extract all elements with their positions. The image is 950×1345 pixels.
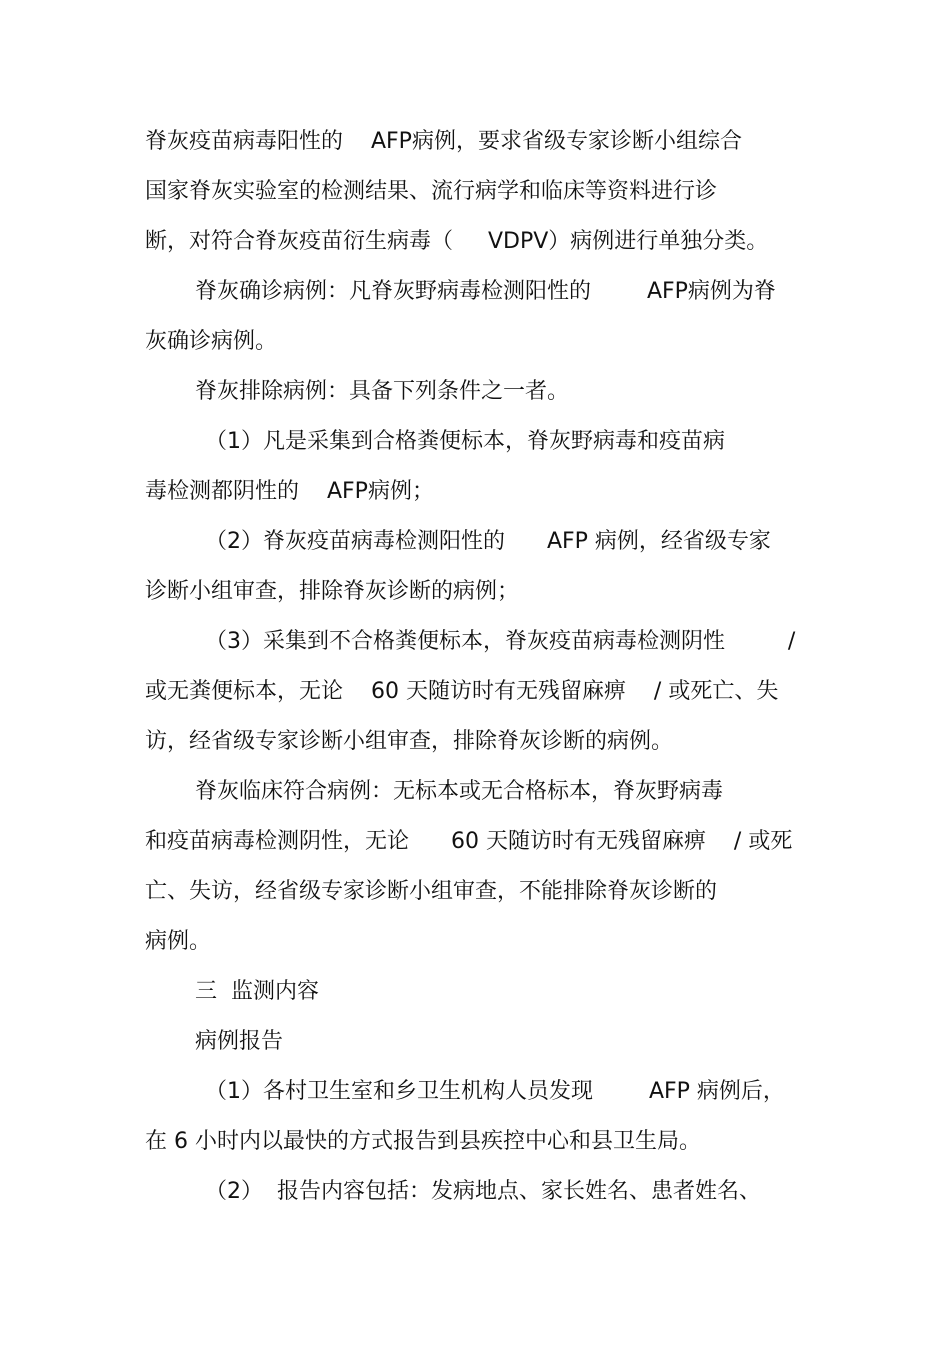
subheading: 病例报告	[195, 1029, 284, 1054]
text-line-22: （2） 报告内容包括：发病地点、家长姓名、患者姓名、	[205, 1179, 761, 1204]
text-line-16: 亡、失访，经省级专家诊断小组审查，不能排除脊灰诊断的	[145, 879, 718, 904]
text-line-21: 在 6 小时内以最快的方式报告到县疾控中心和县卫生局。	[145, 1129, 701, 1154]
text-line-10: 诊断小组审查，排除脊灰诊断的病例；	[145, 579, 520, 604]
text-line-11: （3）采集到不合格粪便标本，脊灰疫苗病毒检测阴性 /	[205, 629, 796, 654]
text-line-2: 国家脊灰实验室的检测结果、流行病学和临床等资料进行诊	[145, 179, 718, 204]
text-line-12: 或无粪便标本，无论 60 天随访时有无残留麻痹 / 或死亡、失	[145, 679, 779, 704]
text-line-20: （1）各村卫生室和乡卫生机构人员发现 AFP 病例后，	[205, 1079, 785, 1104]
text-line-13: 访，经省级专家诊断小组审查，排除脊灰诊断的病例。	[145, 729, 674, 754]
text-line-9: （2）脊灰疫苗病毒检测阳性的 AFP 病例，经省级专家	[205, 529, 771, 554]
text-line-1: 脊灰疫苗病毒阳性的 AFP病例，要求省级专家诊断小组综合	[145, 129, 742, 154]
text-line-3: 断，对符合脊灰疫苗衍生病毒（ VDPV）病例进行单独分类。	[145, 229, 769, 254]
text-line-7: （1）凡是采集到合格粪便标本，脊灰野病毒和疫苗病	[205, 429, 725, 454]
text-line-14: 脊灰临床符合病例：无标本或无合格标本，脊灰野病毒	[195, 779, 724, 804]
text-line-4: 脊灰确诊病例：凡脊灰野病毒检测阳性的 AFP病例为脊	[195, 279, 776, 304]
text-line-17: 病例。	[145, 929, 212, 954]
text-line-5: 灰确诊病例。	[145, 329, 278, 354]
text-line-6: 脊灰排除病例：具备下列条件之一者。	[195, 379, 570, 404]
text-line-15: 和疫苗病毒检测阴性，无论 60 天随访时有无残留麻痹 / 或死	[145, 829, 793, 854]
section-heading: 三 监测内容	[195, 979, 319, 1004]
text-line-8: 毒检测都阴性的 AFP病例；	[145, 479, 434, 504]
